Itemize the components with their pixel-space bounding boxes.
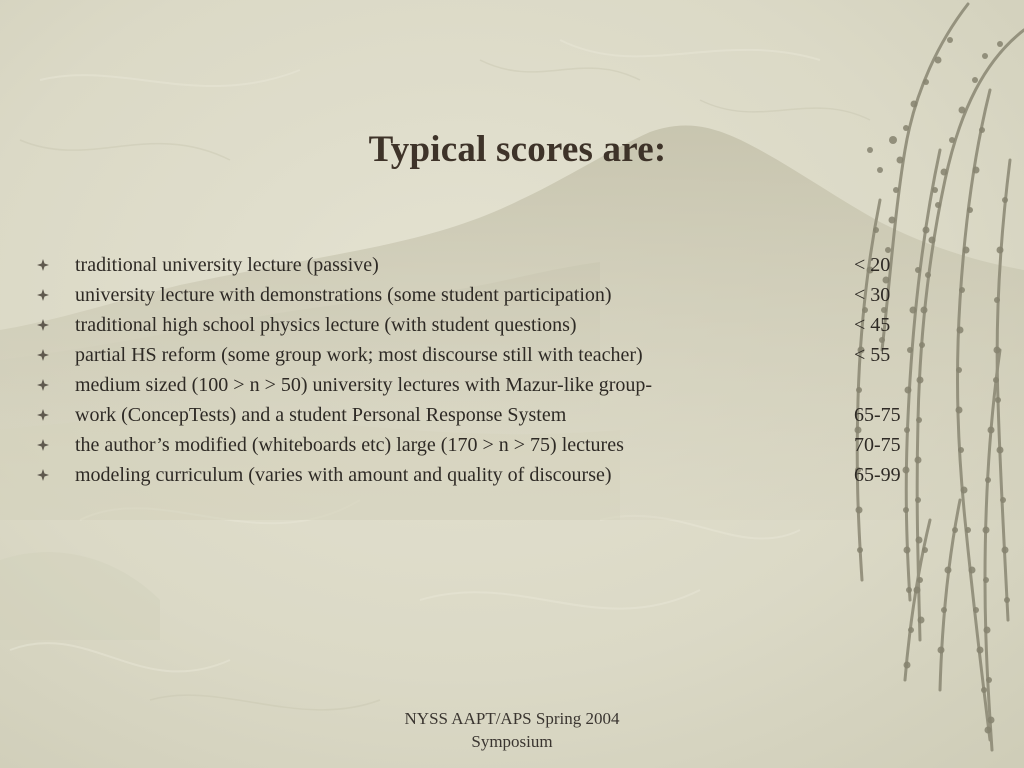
item-score: 65-99 (854, 464, 901, 486)
item-text: modeling curriculum (varies with amount and quality of discourse) (75, 464, 612, 486)
diamond-bullet-icon (36, 408, 50, 422)
list-item (36, 252, 956, 282)
item-text: work (ConcepTests) and a student Personal Response System (75, 404, 567, 426)
diamond-bullet-icon (36, 378, 50, 392)
slide-title: Typical scores are: (368, 129, 667, 170)
item-text: partial HS reform (some group work; most discourse still with teacher) (75, 344, 643, 366)
item-score: 70-75 (854, 434, 901, 456)
item-text: traditional high school physics lecture (with student questions) (75, 314, 577, 336)
item-score: < 45 (854, 314, 891, 336)
item-score: 65-75 (854, 404, 901, 426)
diamond-bullet-icon (36, 438, 50, 452)
list-item (36, 402, 956, 432)
item-text: university lecture with demonstrations (some student participation) (75, 284, 612, 306)
footer-line-1: NYSS AAPT/APS Spring 2004 (404, 709, 620, 728)
item-text: traditional university lecture (passive) (75, 254, 379, 276)
item-score: < 55 (854, 344, 891, 366)
item-text: the author’s modified (whiteboards etc) large (170 > n > 75) lectures (75, 434, 624, 456)
item-text: medium sized (100 > n > 50) university lectures with Mazur-like group- (75, 374, 653, 396)
diamond-bullet-icon (36, 468, 50, 482)
item-score: < 30 (854, 284, 891, 306)
diamond-bullet-icon (36, 258, 50, 272)
list-item (36, 342, 956, 372)
list-item (36, 372, 956, 402)
list-item (36, 282, 956, 312)
item-score: < 20 (854, 254, 891, 276)
list-item (36, 312, 956, 342)
slide-footer (362, 707, 662, 753)
diamond-bullet-icon (36, 348, 50, 362)
diamond-bullet-icon (36, 288, 50, 302)
footer-line-2: Symposium (471, 732, 553, 751)
scores-list (36, 252, 956, 492)
list-item (36, 432, 956, 462)
list-item (36, 462, 956, 492)
diamond-bullet-icon (36, 318, 50, 332)
